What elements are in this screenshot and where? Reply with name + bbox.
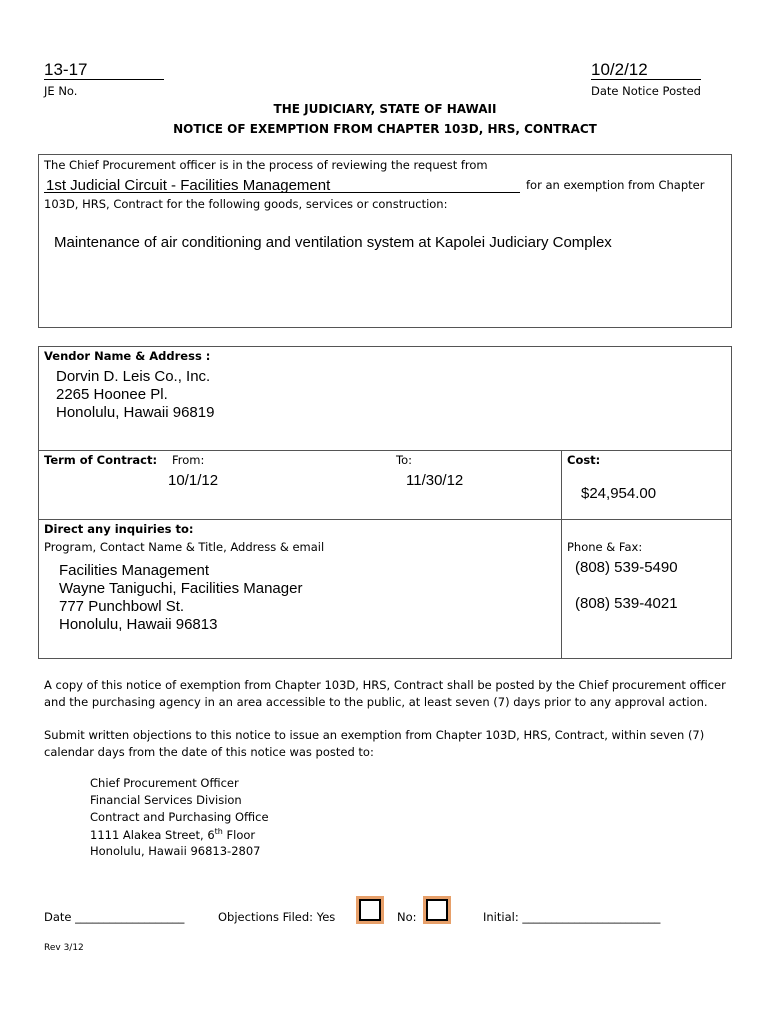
date-posted-label: Date Notice Posted: [591, 84, 701, 98]
objections-no-label: No:: [397, 910, 417, 924]
address-line4: [90, 827, 255, 842]
term-label: Term of Contract:: [44, 453, 158, 467]
objections-filed-label: Objections Filed: Yes: [218, 910, 336, 924]
objections-no-checkbox[interactable]: [426, 899, 448, 921]
vendor-label: Vendor Name & Address :: [44, 349, 211, 363]
term-to-value: 11/30/12: [406, 472, 464, 489]
request-after-requester: for an exemption from Chapter: [526, 178, 705, 192]
phone-fax-label: Phone & Fax:: [567, 540, 643, 554]
je-number-label: JE No.: [44, 84, 78, 98]
address-floor-word: Floor: [222, 827, 256, 842]
date-posted-value: 10/2/12: [591, 60, 648, 79]
je-number-underline: [44, 79, 164, 80]
initial-field[interactable]: Initial: ________________________: [483, 910, 661, 924]
request-line3: 103D, HRS, Contract for the following goods, services or construction:: [44, 197, 448, 211]
cost-label: Cost:: [567, 453, 601, 467]
term-to-label: To:: [396, 453, 412, 467]
fax-value: (808) 539-4021: [575, 595, 678, 612]
footer-date-field[interactable]: Date ___________________: [44, 910, 185, 924]
inquiries-street: 777 Punchbowl St.: [59, 598, 185, 615]
page-subtitle: NOTICE OF EXEMPTION FROM CHAPTER 103D, HRS, CONTRACT: [173, 122, 597, 136]
request-description: Maintenance of air conditioning and ventilation system at Kapolei Judiciary Complex: [54, 234, 612, 251]
objections-yes-checkbox[interactable]: [359, 899, 381, 921]
vendor-name: Dorvin D. Leis Co., Inc.: [56, 368, 211, 385]
term-from-value: 10/1/12: [168, 472, 219, 489]
address-line3: Contract and Purchasing Office: [90, 810, 269, 824]
address-floor-suffix: th: [214, 827, 223, 836]
inquiries-sublabel: Program, Contact Name & Title, Address & email: [44, 540, 325, 554]
revision-label: Rev 3/12: [44, 943, 84, 953]
phone-value: (808) 539-5490: [575, 559, 678, 576]
address-line2: Financial Services Division: [90, 793, 242, 807]
notice-para1-line2: and the purchasing agency in an area accessible to the public, at least seven (7) days prior to any approval action.: [44, 695, 708, 709]
vendor-street: 2265 Hoonee Pl.: [56, 386, 168, 403]
date-posted-underline: [591, 79, 701, 80]
term-from-label: From:: [172, 453, 205, 467]
notice-para2-line2: calendar days from the date of this notice was posted to:: [44, 745, 374, 759]
address-line5: Honolulu, Hawaii 96813-2807: [90, 844, 261, 858]
cost-column-divider: [561, 450, 562, 659]
term-divider: [38, 519, 732, 520]
je-number-value: 13-17: [44, 60, 88, 79]
vendor-divider: [38, 450, 732, 451]
inquiries-contact: Wayne Taniguchi, Facilities Manager: [59, 580, 303, 597]
inquiries-program: Facilities Management: [59, 562, 210, 579]
request-intro: The Chief Procurement officer is in the process of reviewing the request from: [44, 158, 488, 172]
address-street: 1111 Alakea Street, 6: [90, 827, 215, 842]
cost-value: $24,954.00: [581, 485, 657, 502]
inquiries-city: Honolulu, Hawaii 96813: [59, 616, 218, 633]
requester-value: 1st Judicial Circuit - Facilities Management: [46, 177, 331, 194]
notice-para2-line1: Submit written objections to this notice to issue an exemption from Chapter 103D, HRS, Contract, within seven (7): [44, 728, 705, 742]
notice-para1-line1: A copy of this notice of exemption from Chapter 103D, HRS, Contract shall be posted by the Chief procurement officer: [44, 678, 726, 692]
page-title: THE JUDICIARY, STATE OF HAWAII: [273, 102, 497, 116]
address-line1: Chief Procurement Officer: [90, 776, 239, 790]
inquiries-label: Direct any inquiries to:: [44, 522, 194, 536]
vendor-city: Honolulu, Hawaii 96819: [56, 404, 215, 421]
